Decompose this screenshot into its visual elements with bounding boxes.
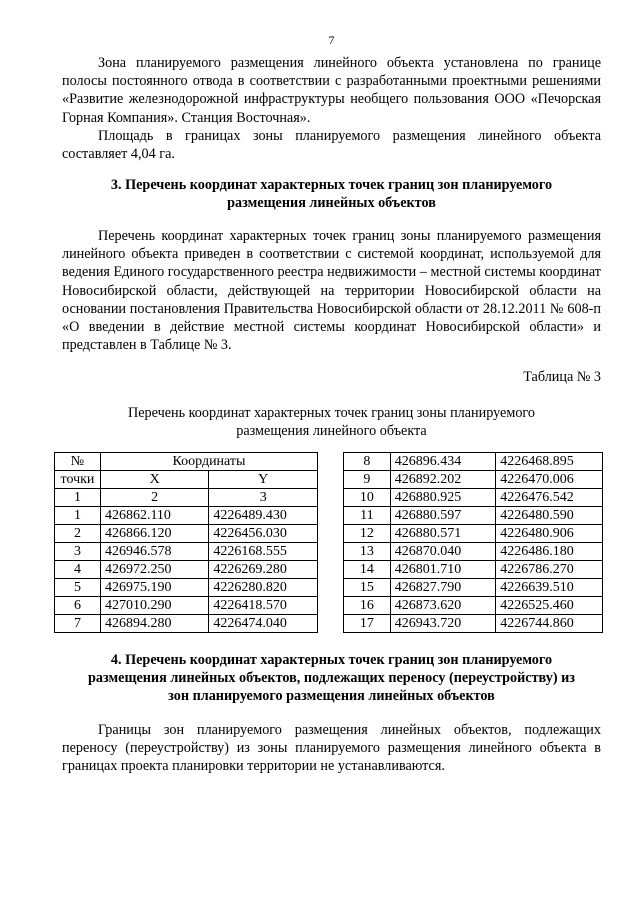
table-row xyxy=(344,489,603,507)
header-y: Y xyxy=(209,471,318,489)
table-label-block xyxy=(62,368,601,386)
point-number-cell: 3 xyxy=(55,543,101,561)
x-coordinate-cell: 426880.571 xyxy=(390,525,496,543)
table-row xyxy=(55,525,318,543)
intro-block xyxy=(62,54,601,163)
intro-paragraph-1: Зона планируемого размещения линейного объекта установлена по границе полосы постоянного отвода в соответствии с разработанными проектными решениями «Развитие железнодорожной инфраструктуры необщего пользования ООО «Печорская Горная Компания». Станция Восточная». xyxy=(62,55,601,126)
section-3-body xyxy=(62,227,601,354)
page-number: 7 xyxy=(328,33,335,47)
table-row xyxy=(344,471,603,489)
table-index-row xyxy=(55,489,318,507)
table-row xyxy=(55,579,318,597)
point-number-cell: 15 xyxy=(344,579,391,597)
y-coordinate-cell: 4226470.006 xyxy=(496,471,603,489)
section-4-title-line-3: зон планируемого размещения линейных объектов xyxy=(168,688,495,705)
section-3-title-line-2: размещения линейных объектов xyxy=(227,195,436,212)
table-row xyxy=(344,525,603,543)
x-coordinate-cell: 426943.720 xyxy=(390,615,496,633)
table-caption-line-1: Перечень координат характерных точек границ зоны планируемого xyxy=(128,405,535,421)
section-3-title xyxy=(62,176,601,212)
table-label: Таблица № 3 xyxy=(523,369,601,385)
table-row xyxy=(344,615,603,633)
x-coordinate-cell: 426946.578 xyxy=(100,543,208,561)
x-coordinate-cell: 426880.925 xyxy=(390,489,496,507)
x-coordinate-cell: 426862.110 xyxy=(100,507,208,525)
y-coordinate-cell: 4226489.430 xyxy=(209,507,318,525)
table-row xyxy=(344,543,603,561)
y-coordinate-cell: 4226476.542 xyxy=(496,489,603,507)
point-number-cell: 7 xyxy=(55,615,101,633)
point-number-cell: 2 xyxy=(55,525,101,543)
point-number-cell: 17 xyxy=(344,615,391,633)
point-number-cell: 10 xyxy=(344,489,391,507)
index-cell: 3 xyxy=(209,489,318,507)
section-4-title xyxy=(62,651,601,706)
y-coordinate-cell: 4226418.570 xyxy=(209,597,318,615)
section-4-paragraph: Границы зон планируемого размещения линейных объектов, подлежащих переносу (переустройству) из зоны планируемого размещения линейного объекта в границах проекта планировки территории не устанавливаются. xyxy=(62,722,601,775)
y-coordinate-cell: 4226456.030 xyxy=(209,525,318,543)
intro-paragraph-2: Площадь в границах зоны планируемого размещения линейного объекта составляет 4,04 га. xyxy=(62,127,601,163)
index-cell: 2 xyxy=(100,489,208,507)
point-number-cell: 4 xyxy=(55,561,101,579)
y-coordinate-cell: 4226269.280 xyxy=(209,561,318,579)
y-coordinate-cell: 4226525.460 xyxy=(496,597,603,615)
table-row xyxy=(344,597,603,615)
y-coordinate-cell: 4226639.510 xyxy=(496,579,603,597)
table-row xyxy=(55,543,318,561)
x-coordinate-cell: 426972.250 xyxy=(100,561,208,579)
coordinates-table-left xyxy=(54,452,318,633)
x-coordinate-cell: 426894.280 xyxy=(100,615,208,633)
point-number-cell: 5 xyxy=(55,579,101,597)
y-coordinate-cell: 4226168.555 xyxy=(209,543,318,561)
table-row xyxy=(344,561,603,579)
section-4-title-line-2: размещения линейных объектов, подлежащих переносу (переустройству) из xyxy=(88,670,575,687)
point-number-cell: 14 xyxy=(344,561,391,579)
point-number-cell: 6 xyxy=(55,597,101,615)
x-coordinate-cell: 426870.040 xyxy=(390,543,496,561)
y-coordinate-cell: 4226280.820 xyxy=(209,579,318,597)
x-coordinate-cell: 426880.597 xyxy=(390,507,496,525)
y-coordinate-cell: 4226468.895 xyxy=(496,453,603,471)
point-number-cell: 13 xyxy=(344,543,391,561)
table-row xyxy=(344,453,603,471)
header-point-number: № xyxy=(55,453,101,471)
header-coordinates: Координаты xyxy=(100,453,317,471)
header-x: X xyxy=(100,471,208,489)
x-coordinate-cell: 427010.290 xyxy=(100,597,208,615)
y-coordinate-cell: 4226486.180 xyxy=(496,543,603,561)
table-header-row xyxy=(55,453,318,471)
x-coordinate-cell: 426896.434 xyxy=(390,453,496,471)
point-number-cell: 8 xyxy=(344,453,391,471)
x-coordinate-cell: 426892.202 xyxy=(390,471,496,489)
table-caption xyxy=(62,404,601,440)
section-3-title-line-1: 3. Перечень координат характерных точек границ зон планируемого xyxy=(110,177,553,193)
point-number-cell: 16 xyxy=(344,597,391,615)
y-coordinate-cell: 4226480.590 xyxy=(496,507,603,525)
point-number-cell: 9 xyxy=(344,471,391,489)
x-coordinate-cell: 426801.710 xyxy=(390,561,496,579)
index-cell: 1 xyxy=(55,489,101,507)
table-row xyxy=(344,579,603,597)
table-header-row xyxy=(55,471,318,489)
x-coordinate-cell: 426827.790 xyxy=(390,579,496,597)
x-coordinate-cell: 426975.190 xyxy=(100,579,208,597)
point-number-cell: 12 xyxy=(344,525,391,543)
x-coordinate-cell: 426873.620 xyxy=(390,597,496,615)
coordinates-table-right xyxy=(343,452,603,633)
point-number-cell: 1 xyxy=(55,507,101,525)
point-number-cell: 11 xyxy=(344,507,391,525)
table-caption-line-2: размещения линейного объекта xyxy=(236,423,427,440)
header-point-word: точки xyxy=(55,471,101,489)
table-row xyxy=(55,561,318,579)
table-row xyxy=(55,507,318,525)
y-coordinate-cell: 4226474.040 xyxy=(209,615,318,633)
table-row xyxy=(344,507,603,525)
x-coordinate-cell: 426866.120 xyxy=(100,525,208,543)
y-coordinate-cell: 4226480.906 xyxy=(496,525,603,543)
table-row xyxy=(55,615,318,633)
y-coordinate-cell: 4226744.860 xyxy=(496,615,603,633)
section-4-body xyxy=(62,721,601,776)
table-row xyxy=(55,597,318,615)
y-coordinate-cell: 4226786.270 xyxy=(496,561,603,579)
section-4-title-line-1: 4. Перечень координат характерных точек границ зон планируемого xyxy=(110,652,553,668)
section-3-paragraph: Перечень координат характерных точек границ зоны планируемого размещения линейного объекта приведен в соответствии с системой координат, используемой для ведения Единого государственного реестра недвижимости – местной системы координат Новосибирской области, действующей на территории Новосибирской области на основании постановления Правительства Новосибирской области от 28.12.2011 № 608-п «О введении в действие местной системы координат Новосибирской области» и представлен в Таблице № 3. xyxy=(62,228,601,354)
